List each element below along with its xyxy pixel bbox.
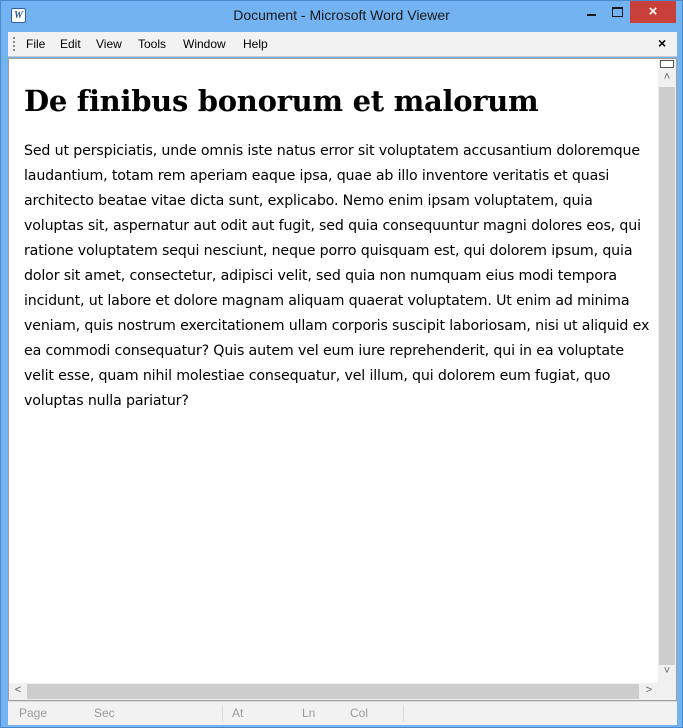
status-page: Page bbox=[19, 706, 48, 720]
menu-window[interactable]: Window bbox=[183, 37, 226, 51]
scroll-up-icon[interactable]: ˄ bbox=[663, 71, 671, 83]
maximize-icon bbox=[612, 7, 623, 17]
menu-view[interactable]: View bbox=[96, 37, 122, 51]
vertical-scrollbar[interactable] bbox=[658, 59, 676, 683]
menu-bar bbox=[8, 32, 677, 57]
scroll-right-icon[interactable]: > bbox=[645, 684, 653, 696]
menu-file[interactable]: File bbox=[26, 37, 46, 51]
menu-edit[interactable]: Edit bbox=[60, 37, 81, 51]
maximize-button[interactable] bbox=[604, 1, 630, 23]
window-title: Document - Microsoft Word Viewer bbox=[233, 7, 450, 23]
minimize-button[interactable] bbox=[578, 1, 604, 23]
scroll-left-icon[interactable]: < bbox=[14, 684, 22, 696]
horizontal-scroll-thumb[interactable] bbox=[27, 684, 639, 699]
status-bar bbox=[8, 701, 677, 725]
status-divider bbox=[222, 705, 223, 722]
status-line: Ln bbox=[302, 706, 316, 720]
close-icon: × bbox=[648, 3, 658, 20]
status-at: At bbox=[232, 706, 244, 720]
horizontal-scrollbar[interactable] bbox=[9, 683, 658, 700]
document-area[interactable] bbox=[8, 58, 677, 701]
scroll-down-icon[interactable]: ˅ bbox=[663, 665, 671, 677]
document-paragraph: Sed ut perspiciatis, unde omnis iste natus error sit voluptatem accusantium doloremque laudantium, totam rem aperiam eaque ipsa, quae ab illo inventore veritatis et quasi architecto beatae vitae dicta sunt, explicabo. Nemo enim ipsam voluptatem, quia voluptas sit, aspernatur aut odit aut fugit, sed quia consequuntur magni dolores eos, qui ratione voluptatem sequi nesciunt, neque porro quisquam est, qui dolorem ipsum, quia dolor sit amet, consectetur, adipisci velit, sed quia non numquam eius modi tempora incidunt, ut labore et dolore magnam aliquam quaerat voluptatem. Ut enim ad minima veniam, quis nostrum exercitationem ullam corporis suscipit laboriosam, nisi ut aliquid ex ea commodi consequatur? Quis autem vel eum iure reprehenderit, qui in ea voluptate velit esse, quam nihil molestiae consequatur, vel illum, qui dolorem eum fugiat, quo voluptas nulla pariatur? bbox=[24, 143, 650, 409]
close-window-button[interactable] bbox=[630, 1, 676, 23]
word-app-icon[interactable]: W bbox=[11, 8, 26, 23]
close-icon: × bbox=[658, 35, 667, 51]
status-column: Col bbox=[350, 706, 369, 720]
close-document-button[interactable] bbox=[658, 35, 666, 51]
split-box-handle[interactable] bbox=[660, 60, 674, 68]
toolbar-grip-icon[interactable] bbox=[13, 37, 15, 52]
document-page bbox=[24, 79, 654, 414]
document-heading: De finibus bonorum et malorum bbox=[24, 84, 539, 118]
status-section: Sec bbox=[94, 706, 115, 720]
menu-tools[interactable]: Tools bbox=[138, 37, 167, 51]
menu-help[interactable]: Help bbox=[243, 37, 268, 51]
vertical-scroll-thumb[interactable] bbox=[659, 87, 675, 665]
title-bar[interactable] bbox=[1, 1, 682, 31]
scrollbar-corner bbox=[658, 683, 676, 700]
status-divider bbox=[403, 705, 404, 722]
minimize-icon bbox=[587, 14, 596, 16]
